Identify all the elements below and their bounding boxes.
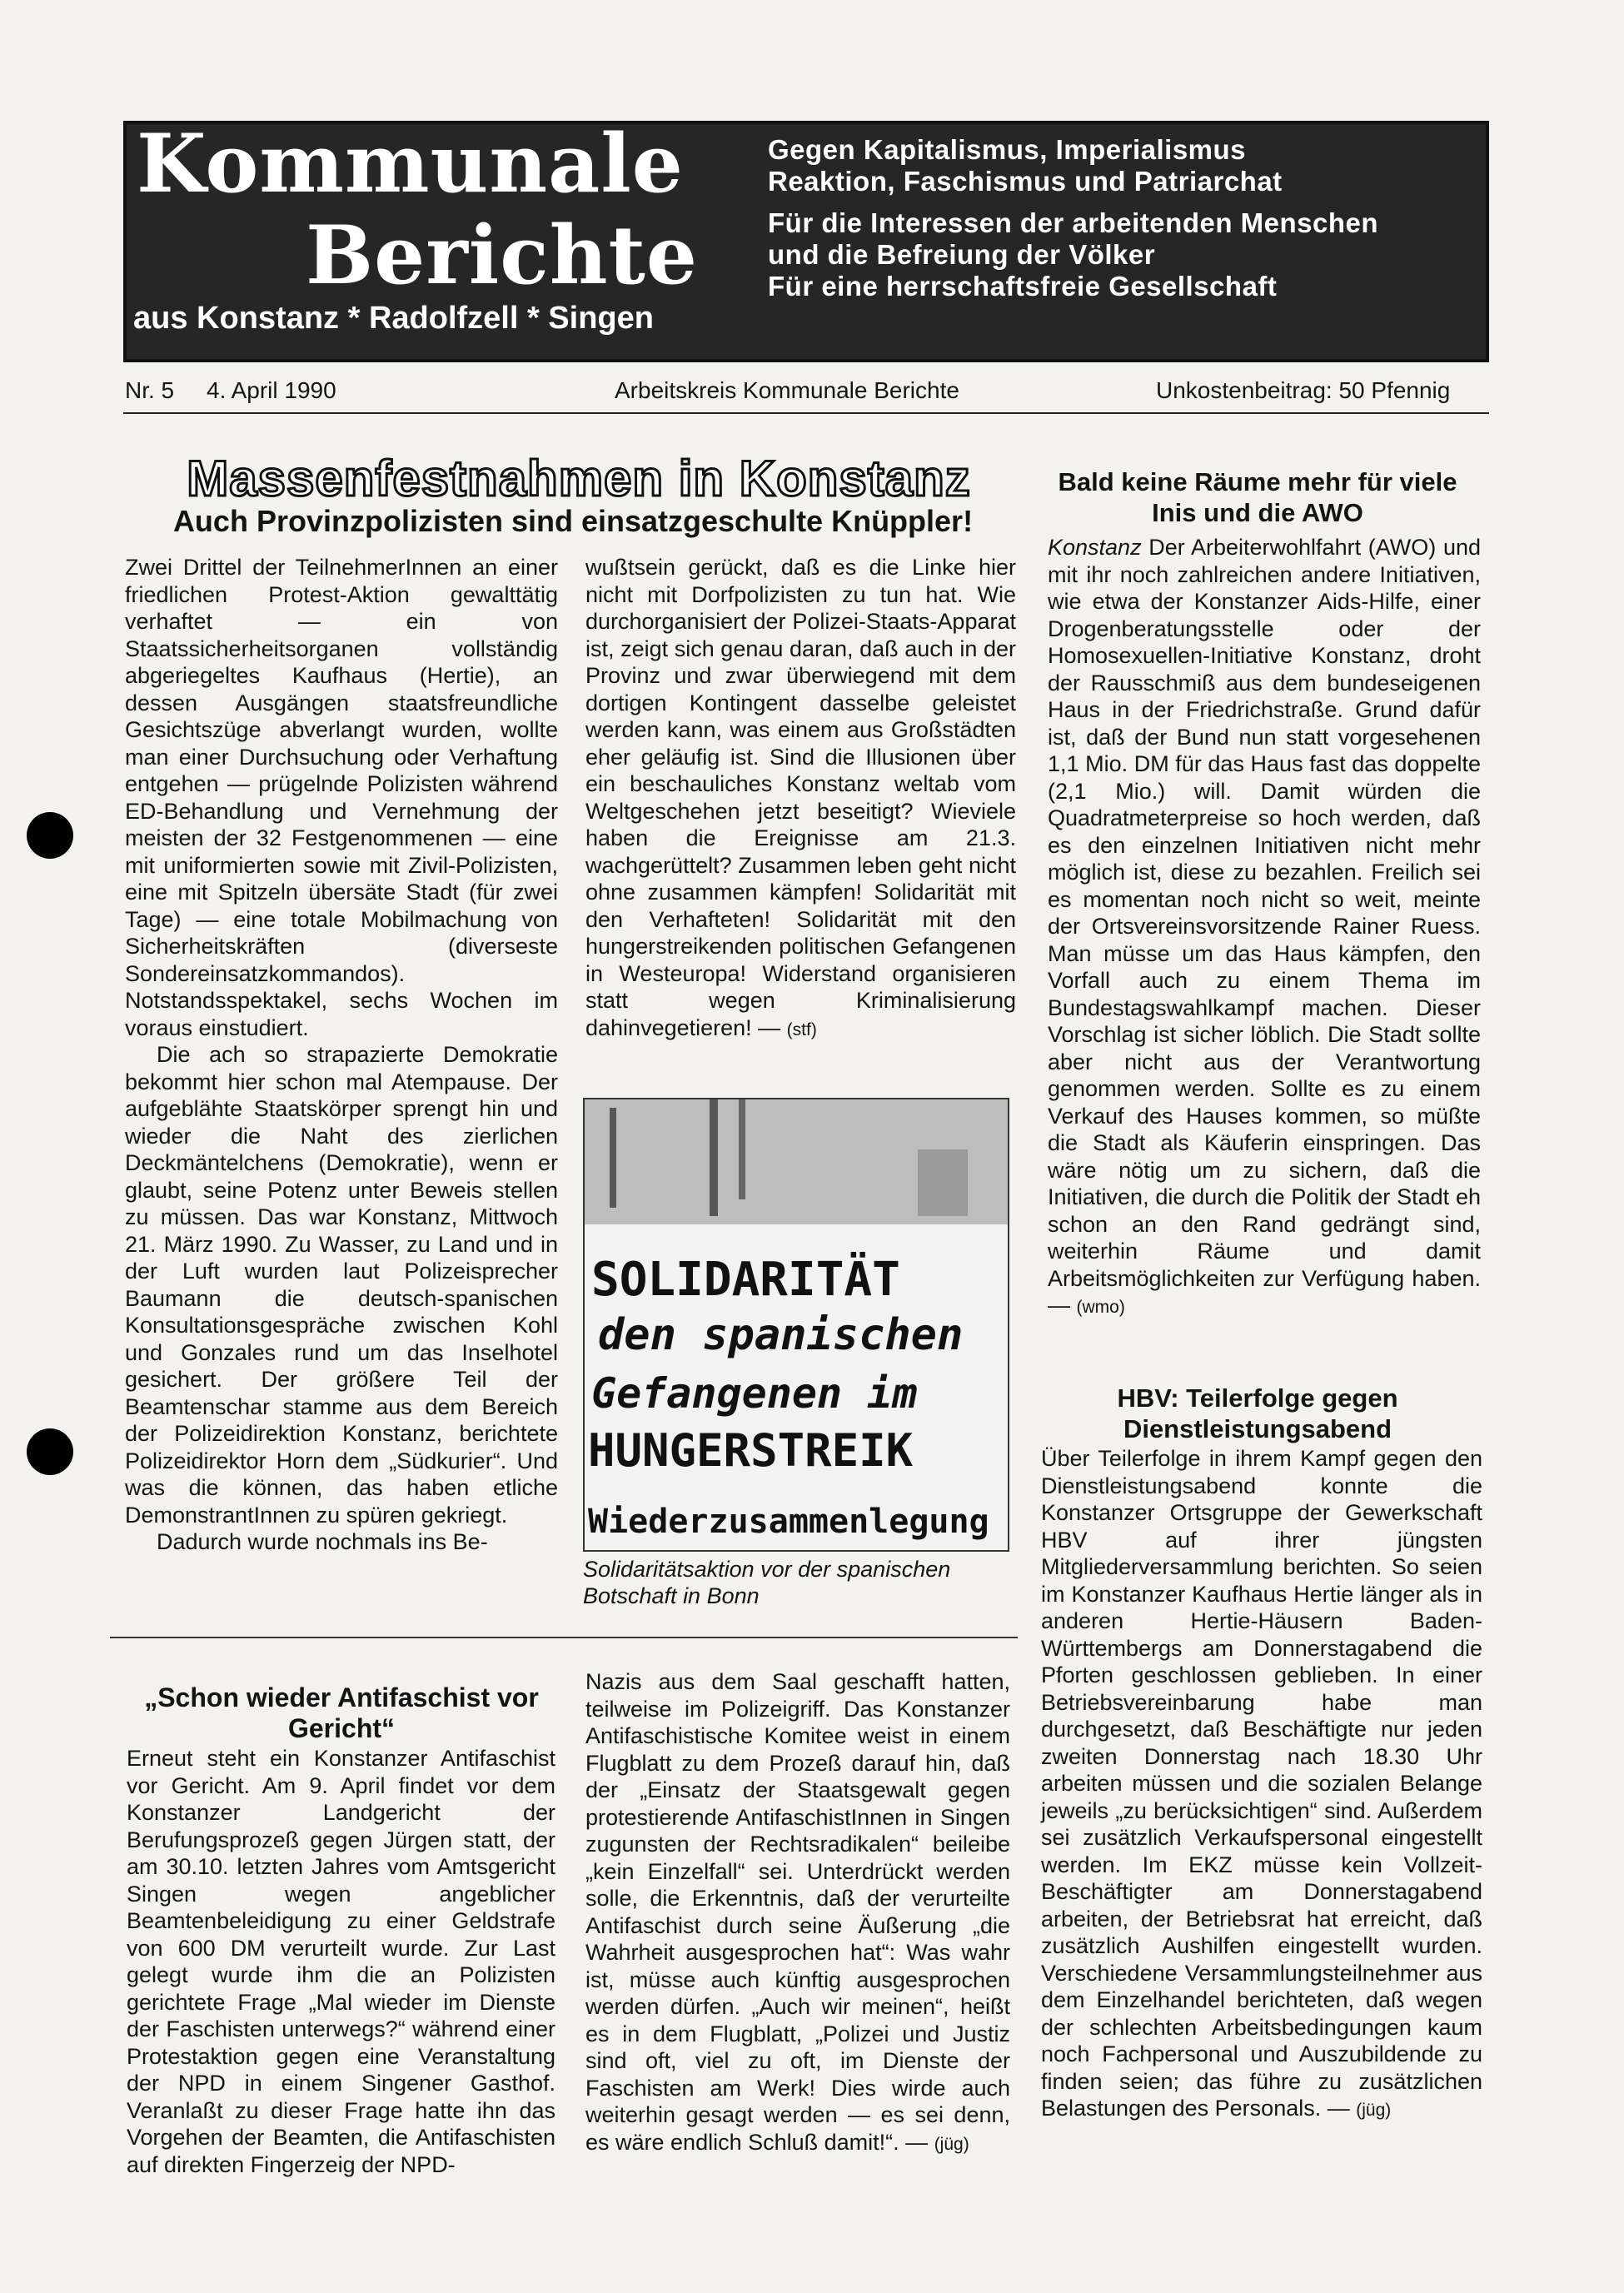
masthead [123,117,1489,362]
author-signature: (stf) [786,1019,817,1039]
lead-paragraph: wußtsein gerückt, daß es die Linke hier nicht mit Dorfpolizisten zu tun hat. Wie durchorganisiert der Polizei-Staats-Apparat ist, zeigt sich genau daran, daß auch in der Provinz und zwar überwiegend mit dem dortigen Kontingent dasselbe geleistet werden kann, was einem aus Großstädten eher geläufig ist. Sind die Illusionen über ein beschauliches Konstanz weltab vom Weltgeschehen jetzt beseitigt? Wieviele haben die Ereignisse am 21.3. wachgerüttelt? Zusammen leben geht nicht ohne zusammen kämpfen! Solidarität mit den Verhafteten! Solidarität mit den hungerstreikenden politischen Gefangenen in Westeuropa! Widerstand organisieren statt wegen Kriminalisierung dahinvegetieren! — [585,555,1016,1040]
price: Unkostenbeitrag: 50 Pfennig [1156,377,1451,403]
banner-text-5: Wiederzusammenlegung [588,1503,989,1541]
hbv-article [1041,1445,1482,2125]
slogan-line: Für die Interessen der arbeitenden Menschen [768,207,1379,238]
author-signature: (jüg) [1356,2101,1392,2120]
slogan-line: Reaktion, Faschismus und Patriarchat [768,166,1283,197]
lead-subheadline: Auch Provinzpolizisten sind einsatzgeschulte Knüppler! [172,504,974,538]
slogan-line: Für eine herrschaftsfreie Gesellschaft [768,271,1278,302]
banner-text-2: den spanischen [598,1310,964,1360]
slogan-line: und die Befreiung der Völker [768,239,1156,270]
lead-column-1 [125,554,558,1556]
punch-hole [27,812,73,859]
banner-text-3: Gefangenen im [591,1369,918,1418]
awo-article [1048,534,1481,1322]
dateline: Konstanz [1048,535,1142,560]
photo-caption: Solidaritätsaktion vor der spanischen Botschaft in Bonn [583,1557,951,1608]
awo-headline: Bald keine Räume mehr für viele Inis und die AWO [1058,467,1457,527]
lead-paragraph: Die ach so strapazierte Demokratie bekommt hier schon mal Atempause. Der aufgeblähte Staatskörper sprengt hin und wieder die Naht des zierlichen Deckmäntelchens (Demokratie), wenn er glaubt, seine Potenz unter Beweis stellen zu müssen. Das war Konstanz, Mittwoch 21. März 1990. Zu Wasser, zu Land und in der Luft wurden laut Polizeisprecher Baumann die deutsch-spanischen Konsultationsgespräche zwischen Kohl und Gonzales rund um das Inselhotel gesichert. Der größere Teil der Beamtenschar stamme aus dem Bereich der Polizeidirektion Konstanz, berichtete Polizeidirektor Horn dem „Südkurier“. Und was die können, das haben etliche DemonstrantInnen zu spüren gekriegt. [125,1042,558,1528]
masthead-slogans [768,134,1484,302]
issue-date: 4. April 1990 [207,377,336,403]
masthead-subtitle: aus Konstanz * Radolfzell * Singen [133,301,654,336]
publisher: Arbeitskreis Kommunale Berichte [615,377,959,403]
masthead-title-line2: Berichte [306,208,698,302]
hbv-body: Über Teilerfolge in ihrem Kampf gegen den Dienstleistungsabend konnte die Konstanzer Ortsgruppe der Gewerkschaft HBV auf ihrer jüngsten Mitgliederversammlung berichten. So seien im Konstanzer Kaufhaus Hertie länger als in anderen Hertie-Häusern Baden-Württembergs am Donnerstagabend die Pforten geschlossen geblieben. In einer Betriebsvereinbarung habe man durchgesetzt, daß Beschäftigte nur jeden zweiten Donnerstag nach 18.30 Uhr arbeiten müssen und die sozialen Belange jeweils „zu berücksichtigen“ sind. Außerdem sei zusätzlich Verkaufspersonal eingestellt werden. Im EKZ müsse kein Vollzeit-Beschäftigter am Donnerstagabend arbeiten, der Betriebsrat hat erreicht, daß zusätzlich Aushilfen eingestellt wurden. Verschiedene Versammlungsteilnehmer aus dem Einzelhandel berichteten, daß wegen der schlechten Arbeitsbedingungen kaum noch Fachpersonal und Auszubildende zu finden seien; das führe zu zusätzlichen Belastungen des Personals. — [1041,1446,1482,2121]
lead-paragraph: Zwei Drittel der TeilnehmerInnen an einer friedlichen Protest-Aktion gewalttätig verhaftet — ein von Staatssicherheitsorganen vollständig abgeriegeltes Kaufhaus (Hertie), an dessen Ausgängen staatsfreundliche Gesichtszüge abverlangt wurden, wollte man einer Durchsuchung oder Verhaftung entgehen — prügelnde Polizisten während ED-Behandlung und Vernehmung der meisten der 32 Festgenommenen — eine mit uniformierten sowie mit Zivil-Polizisten, eine mit Spitzeln übersäte Stadt (für zwei Tage) — eine totale Mobilmachung von Sicherheitskräften (diverseste Sondereinsatzkommandos). Notstandsspektakel, sechs Wochen im voraus einstudiert. [125,555,558,1040]
antifa-column-2 [585,1668,1010,2158]
antifa-paragraph: Erneut steht ein Konstanzer Antifaschist vor Gericht. Am 9. April findet vor dem Konstanzer Landgericht der Berufungsprozeß gegen Jürgen statt, der am 30.10. letzten Jahres vom Amtsgericht Singen wegen angeblicher Beamtenbeleidigung zu einer Geldstrafe von 600 DM verurteilt wurde. Zur Last gelegt wurde ihm die an Polizisten gerichtete Frage „Mal wieder im Dienste der Faschisten unterwegs?“ während einer Protestaktion gegen eine Veranstaltung der NPD in einem Singener Gasthof. Veranlaßt zu dieser Frage hatte ihn das Vorgehen der Beamten, die Antifaschisten auf direkten Fingerzeig der NPD- [127,1746,555,2177]
lead-column-2 [585,554,1016,1044]
masthead-title-line1: Kommunale [137,117,684,211]
author-signature: (jüg) [934,2134,969,2154]
section-divider [110,1637,1018,1638]
hbv-headline: HBV: Teilerfolge gegen Dienstleistungsabend [1117,1383,1398,1443]
lead-paragraph: Dadurch wurde nochmals ins Be- [157,1529,488,1554]
antifa-paragraph: Nazis aus dem Saal geschafft hatten, teilweise im Polizeigriff. Das Konstanzer Antifaschistische Komitee weist in einem Flugblatt zu dem Prozeß darauf hin, daß der „Einsatz der Staatsgewalt gegen protestierende AntifaschistInnen in Singen zugunsten der Rechtsradikalen“ beileibe „kein Einzelfall“ sei. Unterdrückt werden solle, die Erkenntnis, daß der verurteilte Antifaschist durch seine Äußerung „die Wahrheit ausgesprochen hat“: Was wahr ist, müsse auch künftig ausgesprochen werden dürfen. „Auch wir meinen“, heißt es in dem Flugblatt, „Polizei und Justiz sind oft, viel zu oft, im Dienste der Faschisten am Werk! Dies wirde auch weiterhin gesagt werden — es sei denn, es wäre endlich Schluß damit!“. — [585,1669,1010,2155]
issue-info-bar [123,371,1489,414]
punch-hole [27,1428,73,1475]
banner-text-4: HUNGERSTREIK [588,1424,914,1477]
banner-text-1: SOLIDARITÄT [591,1253,900,1307]
antifa-headline: „Schon wieder Antifaschist vor Gericht“ [144,1682,539,1743]
lead-headline: Massenfestnahmen in Konstanz [187,451,971,506]
protest-photo [583,1098,1009,1552]
awo-body: Der Arbeiterwohlfahrt (AWO) und mit ihr noch zahlreichen andere Initiativen, wie etwa der Konstanzer Aids-Hilfe, einer Drogenberatungsstelle oder der Homosexuellen-Initiative Konstanz, droht der Rausschmiß aus dem bundeseigenen Haus in der Friedrichstraße. Grund dafür ist, daß der Bund nun statt vorgesehenen 1,1 Mio. DM für das Haus fast das doppelte (2,1 Mio.) will. Damit würden die Quadratmeterpreise so hoch werden, daß es den einzelnen Initiativen nicht mehr möglich ist, diese zu bezahlen. Freilich sei es momentan noch nicht so weit, meinte der Ortsvereinsvorsitzende Rainer Ruess. Man müsse um das Haus kämpfen, den Vorfall auch zu einem Thema im Bundestagswahlkampf machen. Dieser Vorschlag ist sicher löblich. Die Stadt sollte aber nicht aus der Verantwortung genommen werden. Sollte es zu einem Verkauf des Hauses kommen, so müßte die Stadt als Käuferin einspringen. Das wäre nötig um zu sichern, daß die Initiativen, die durch die Politik der Stadt eh schon an den Rand gedrängt sind, weiterhin Räume und damit Arbeitsmöglichkeiten zur Verfügung haben. — [1048,535,1481,1318]
antifa-column-1 [127,1745,555,2178]
issue-number: Nr. 5 [125,377,175,403]
author-signature: (wmo) [1076,1298,1125,1317]
slogan-line: Gegen Kapitalismus, Imperialismus [768,134,1247,165]
